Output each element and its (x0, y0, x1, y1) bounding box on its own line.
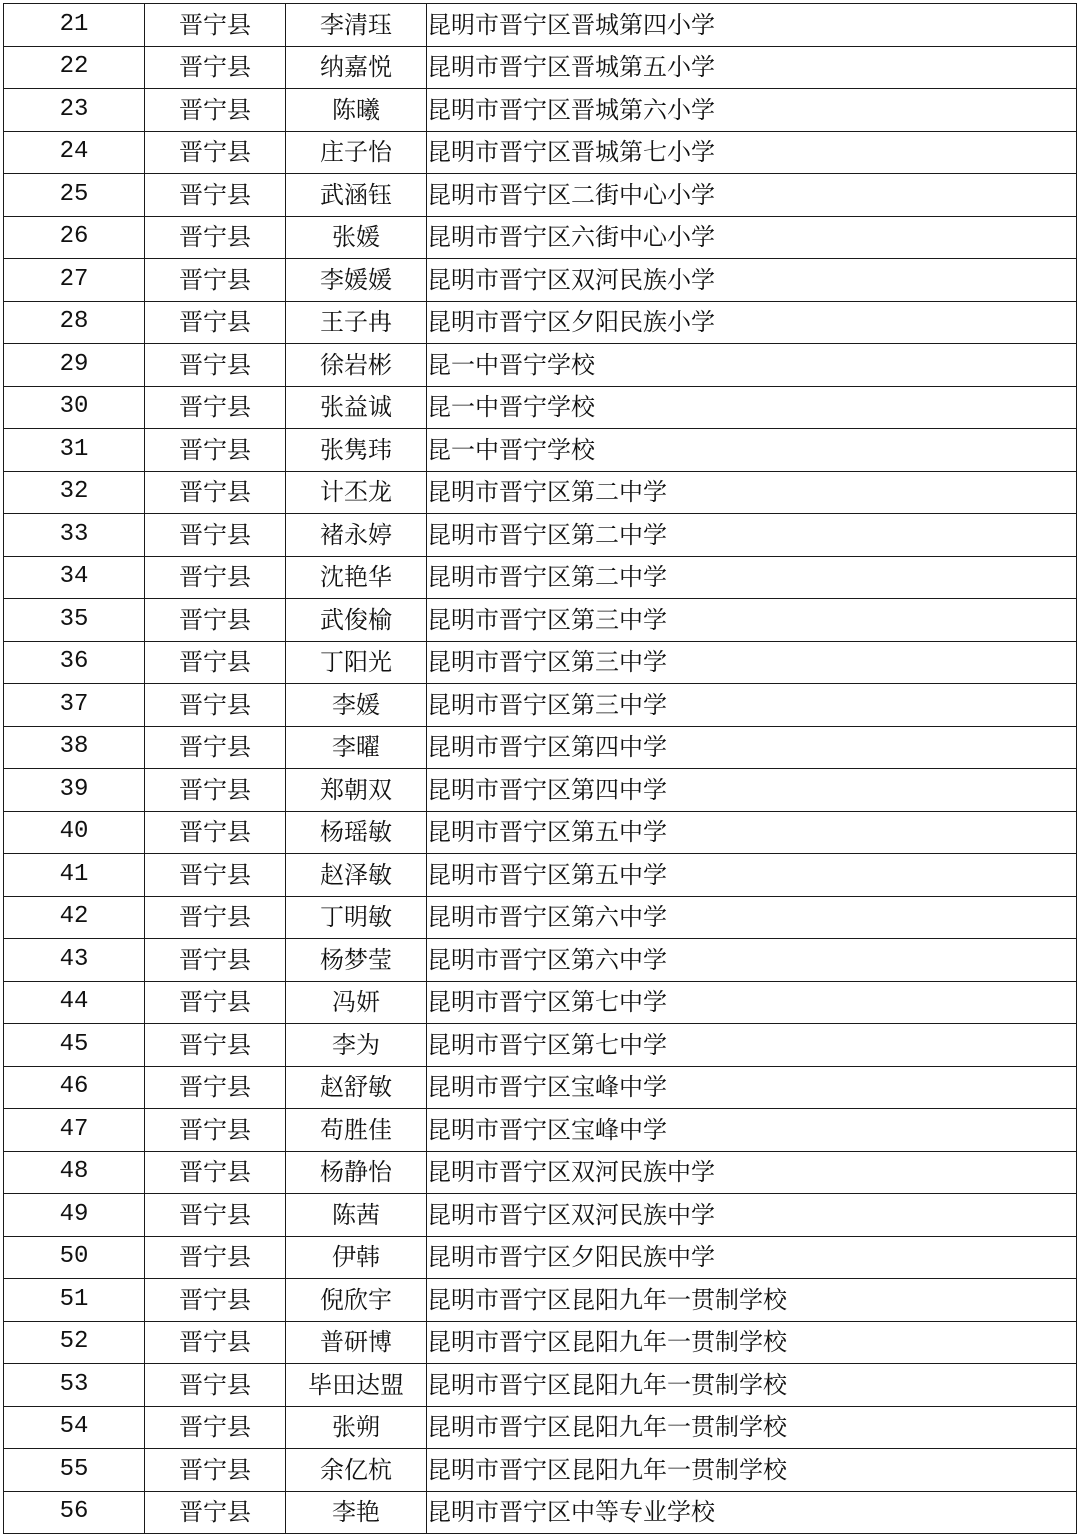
school-name-cell: 昆明市晋宁区晋城第六小学 (427, 89, 1077, 132)
table-row (4, 1151, 1077, 1194)
row-number-cell: 21 (4, 4, 145, 47)
county-cell: 晋宁县 (145, 641, 286, 684)
row-number-cell: 53 (4, 1364, 145, 1407)
table-row (4, 259, 1077, 302)
county-cell: 晋宁县 (145, 1364, 286, 1407)
county-cell: 晋宁县 (145, 726, 286, 769)
school-name-cell: 昆明市晋宁区晋城第五小学 (427, 46, 1077, 89)
row-number-cell: 47 (4, 1109, 145, 1152)
school-name-cell: 昆明市晋宁区第七中学 (427, 1024, 1077, 1067)
row-number-cell: 44 (4, 981, 145, 1024)
county-cell: 晋宁县 (145, 1491, 286, 1534)
person-name-cell: 李媛 (286, 684, 427, 727)
county-cell: 晋宁县 (145, 174, 286, 217)
school-name-cell: 昆明市晋宁区第六中学 (427, 896, 1077, 939)
school-name-cell: 昆明市晋宁区第三中学 (427, 684, 1077, 727)
school-name-cell: 昆明市晋宁区第四中学 (427, 769, 1077, 812)
school-name-cell: 昆一中晋宁学校 (427, 429, 1077, 472)
school-name-cell: 昆明市晋宁区双河民族中学 (427, 1194, 1077, 1237)
row-number-cell: 50 (4, 1236, 145, 1279)
row-number-cell: 54 (4, 1406, 145, 1449)
county-cell: 晋宁县 (145, 4, 286, 47)
row-number-cell: 29 (4, 344, 145, 387)
row-number-cell: 31 (4, 429, 145, 472)
county-cell: 晋宁县 (145, 854, 286, 897)
table-row (4, 89, 1077, 132)
school-name-cell: 昆明市晋宁区第二中学 (427, 514, 1077, 557)
county-cell: 晋宁县 (145, 216, 286, 259)
person-name-cell: 庄子怡 (286, 131, 427, 174)
table-row (4, 174, 1077, 217)
county-cell: 晋宁县 (145, 131, 286, 174)
county-cell: 晋宁县 (145, 46, 286, 89)
school-name-cell: 昆明市晋宁区中等专业学校 (427, 1491, 1077, 1534)
person-name-cell: 武涵钰 (286, 174, 427, 217)
county-cell: 晋宁县 (145, 1236, 286, 1279)
table-row (4, 471, 1077, 514)
person-name-cell: 李媛媛 (286, 259, 427, 302)
row-number-cell: 26 (4, 216, 145, 259)
county-cell: 晋宁县 (145, 769, 286, 812)
row-number-cell: 35 (4, 599, 145, 642)
school-name-cell: 昆一中晋宁学校 (427, 386, 1077, 429)
person-name-cell: 武俊榆 (286, 599, 427, 642)
row-number-cell: 43 (4, 939, 145, 982)
table-row (4, 939, 1077, 982)
school-name-cell: 昆明市晋宁区宝峰中学 (427, 1109, 1077, 1152)
table-row (4, 556, 1077, 599)
person-name-cell: 毕田达盟 (286, 1364, 427, 1407)
row-number-cell: 41 (4, 854, 145, 897)
row-number-cell: 48 (4, 1151, 145, 1194)
table-row (4, 1364, 1077, 1407)
person-name-cell: 李为 (286, 1024, 427, 1067)
county-cell: 晋宁县 (145, 344, 286, 387)
table-row (4, 344, 1077, 387)
school-name-cell: 昆明市晋宁区晋城第四小学 (427, 4, 1077, 47)
person-name-cell: 郑朝双 (286, 769, 427, 812)
row-number-cell: 34 (4, 556, 145, 599)
table-row (4, 1279, 1077, 1322)
person-name-cell: 伊韩 (286, 1236, 427, 1279)
table-row (4, 1194, 1077, 1237)
person-name-cell: 普研博 (286, 1321, 427, 1364)
table-row (4, 641, 1077, 684)
school-name-cell: 昆明市晋宁区夕阳民族小学 (427, 301, 1077, 344)
county-cell: 晋宁县 (145, 1321, 286, 1364)
person-name-cell: 杨梦莹 (286, 939, 427, 982)
school-name-cell: 昆明市晋宁区第五中学 (427, 854, 1077, 897)
county-cell: 晋宁县 (145, 471, 286, 514)
roster-table (3, 3, 1077, 1534)
row-number-cell: 55 (4, 1449, 145, 1492)
county-cell: 晋宁县 (145, 1066, 286, 1109)
person-name-cell: 苟胜佳 (286, 1109, 427, 1152)
person-name-cell: 张朔 (286, 1406, 427, 1449)
person-name-cell: 李艳 (286, 1491, 427, 1534)
county-cell: 晋宁县 (145, 301, 286, 344)
row-number-cell: 45 (4, 1024, 145, 1067)
school-name-cell: 昆明市晋宁区双河民族中学 (427, 1151, 1077, 1194)
table-row (4, 1066, 1077, 1109)
person-name-cell: 杨静怡 (286, 1151, 427, 1194)
person-name-cell: 陈茜 (286, 1194, 427, 1237)
school-name-cell: 昆明市晋宁区第二中学 (427, 471, 1077, 514)
table-row (4, 131, 1077, 174)
person-name-cell: 赵舒敏 (286, 1066, 427, 1109)
county-cell: 晋宁县 (145, 811, 286, 854)
school-name-cell: 昆明市晋宁区二街中心小学 (427, 174, 1077, 217)
roster-table-body (4, 4, 1077, 1534)
table-row (4, 684, 1077, 727)
row-number-cell: 28 (4, 301, 145, 344)
person-name-cell: 徐岩彬 (286, 344, 427, 387)
row-number-cell: 25 (4, 174, 145, 217)
table-row (4, 811, 1077, 854)
table-row (4, 1321, 1077, 1364)
person-name-cell: 张媛 (286, 216, 427, 259)
school-name-cell: 昆明市晋宁区第三中学 (427, 641, 1077, 684)
row-number-cell: 36 (4, 641, 145, 684)
row-number-cell: 46 (4, 1066, 145, 1109)
row-number-cell: 56 (4, 1491, 145, 1534)
table-row (4, 1236, 1077, 1279)
person-name-cell: 李清珏 (286, 4, 427, 47)
table-row (4, 301, 1077, 344)
county-cell: 晋宁县 (145, 514, 286, 557)
row-number-cell: 30 (4, 386, 145, 429)
table-row (4, 46, 1077, 89)
person-name-cell: 冯妍 (286, 981, 427, 1024)
county-cell: 晋宁县 (145, 1449, 286, 1492)
school-name-cell: 昆明市晋宁区第四中学 (427, 726, 1077, 769)
county-cell: 晋宁县 (145, 1024, 286, 1067)
county-cell: 晋宁县 (145, 896, 286, 939)
row-number-cell: 52 (4, 1321, 145, 1364)
school-name-cell: 昆明市晋宁区第三中学 (427, 599, 1077, 642)
person-name-cell: 陈曦 (286, 89, 427, 132)
school-name-cell: 昆明市晋宁区昆阳九年一贯制学校 (427, 1364, 1077, 1407)
table-row (4, 1449, 1077, 1492)
person-name-cell: 计丕龙 (286, 471, 427, 514)
school-name-cell: 昆明市晋宁区第二中学 (427, 556, 1077, 599)
county-cell: 晋宁县 (145, 1109, 286, 1152)
school-name-cell: 昆明市晋宁区第七中学 (427, 981, 1077, 1024)
school-name-cell: 昆明市晋宁区晋城第七小学 (427, 131, 1077, 174)
county-cell: 晋宁县 (145, 259, 286, 302)
school-name-cell: 昆明市晋宁区昆阳九年一贯制学校 (427, 1321, 1077, 1364)
county-cell: 晋宁县 (145, 89, 286, 132)
table-row (4, 429, 1077, 472)
school-name-cell: 昆明市晋宁区第五中学 (427, 811, 1077, 854)
row-number-cell: 49 (4, 1194, 145, 1237)
school-name-cell: 昆明市晋宁区昆阳九年一贯制学校 (427, 1406, 1077, 1449)
person-name-cell: 丁阳光 (286, 641, 427, 684)
person-name-cell: 倪欣宇 (286, 1279, 427, 1322)
person-name-cell: 赵泽敏 (286, 854, 427, 897)
school-name-cell: 昆一中晋宁学校 (427, 344, 1077, 387)
table-row (4, 1491, 1077, 1534)
row-number-cell: 22 (4, 46, 145, 89)
table-row (4, 386, 1077, 429)
school-name-cell: 昆明市晋宁区昆阳九年一贯制学校 (427, 1449, 1077, 1492)
person-name-cell: 褚永婷 (286, 514, 427, 557)
county-cell: 晋宁县 (145, 684, 286, 727)
county-cell: 晋宁县 (145, 429, 286, 472)
table-row (4, 896, 1077, 939)
school-name-cell: 昆明市晋宁区第六中学 (427, 939, 1077, 982)
row-number-cell: 23 (4, 89, 145, 132)
row-number-cell: 24 (4, 131, 145, 174)
county-cell: 晋宁县 (145, 556, 286, 599)
person-name-cell: 张益诚 (286, 386, 427, 429)
county-cell: 晋宁县 (145, 1406, 286, 1449)
table-row (4, 216, 1077, 259)
table-row (4, 514, 1077, 557)
school-name-cell: 昆明市晋宁区宝峰中学 (427, 1066, 1077, 1109)
person-name-cell: 丁明敏 (286, 896, 427, 939)
table-row (4, 4, 1077, 47)
county-cell: 晋宁县 (145, 386, 286, 429)
row-number-cell: 32 (4, 471, 145, 514)
row-number-cell: 42 (4, 896, 145, 939)
table-row (4, 726, 1077, 769)
table-row (4, 981, 1077, 1024)
school-name-cell: 昆明市晋宁区六街中心小学 (427, 216, 1077, 259)
person-name-cell: 张隽玮 (286, 429, 427, 472)
county-cell: 晋宁县 (145, 939, 286, 982)
county-cell: 晋宁县 (145, 1151, 286, 1194)
row-number-cell: 40 (4, 811, 145, 854)
row-number-cell: 51 (4, 1279, 145, 1322)
person-name-cell: 余亿杭 (286, 1449, 427, 1492)
county-cell: 晋宁县 (145, 599, 286, 642)
table-row (4, 1024, 1077, 1067)
county-cell: 晋宁县 (145, 981, 286, 1024)
table-row (4, 1109, 1077, 1152)
person-name-cell: 沈艳华 (286, 556, 427, 599)
row-number-cell: 33 (4, 514, 145, 557)
person-name-cell: 纳嘉悦 (286, 46, 427, 89)
school-name-cell: 昆明市晋宁区昆阳九年一贯制学校 (427, 1279, 1077, 1322)
school-name-cell: 昆明市晋宁区双河民族小学 (427, 259, 1077, 302)
row-number-cell: 38 (4, 726, 145, 769)
person-name-cell: 杨瑶敏 (286, 811, 427, 854)
table-row (4, 769, 1077, 812)
person-name-cell: 李曜 (286, 726, 427, 769)
table-row (4, 599, 1077, 642)
school-name-cell: 昆明市晋宁区夕阳民族中学 (427, 1236, 1077, 1279)
county-cell: 晋宁县 (145, 1279, 286, 1322)
row-number-cell: 27 (4, 259, 145, 302)
table-row (4, 1406, 1077, 1449)
county-cell: 晋宁县 (145, 1194, 286, 1237)
row-number-cell: 39 (4, 769, 145, 812)
table-row (4, 854, 1077, 897)
row-number-cell: 37 (4, 684, 145, 727)
person-name-cell: 王子冉 (286, 301, 427, 344)
